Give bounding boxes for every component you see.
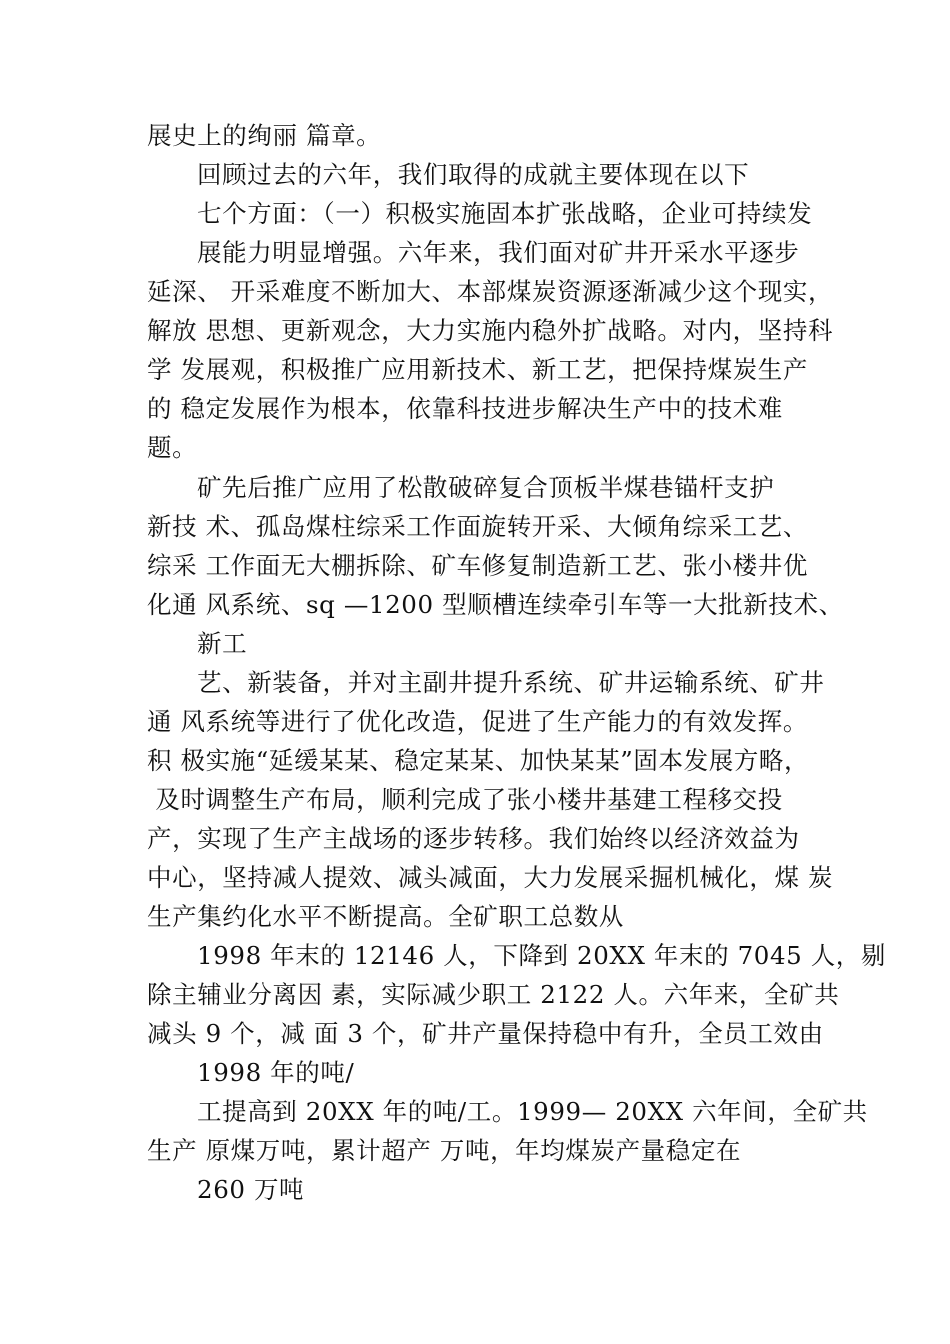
text-line: 除主辅业分离因 素，实际减少职工 2122 人。六年来，全矿共 [147,980,840,1009]
text-line: 减头 9 个，减 面 3 个，矿井产量保持稳中有升，全员工效由 [147,1019,824,1048]
text-line: 260 万吨 [197,1175,305,1204]
text-line: 七个方面：（一）积极实施固本扩张战略，企业可持续发 [197,199,813,228]
text-line: 题。 [147,433,198,462]
text-line: 通 风系统等进行了优化改造，促进了生产能力的有效发挥。 [147,707,808,736]
text-line: 新技 术、孤岛煤柱综采工作面旋转开采、大倾角综采工艺、 [147,512,808,541]
text-line: 生产集约化水平不断提高。全矿职工总数从 [147,902,624,931]
text-line: 的 稳定发展作为根本，依靠科技进步解决生产中的技术难 [147,394,783,423]
text-line: 及时调整生产布局，顺利完成了张小楼井基建工程移交投 [147,785,783,814]
text-line: 艺、新装备，并对主副井提升系统、矿井运输系统、矿井 [197,668,825,697]
text-line: 展史上的绚丽 篇章。 [147,121,382,150]
text-line: 工提高到 20XX 年的吨/工。1999— 20XX 六年间，全矿共 [197,1097,868,1126]
text-line: 积 极实施“延缓某某、稳定某某、加快某某”固本发展方略， [147,746,810,775]
text-line: 回顾过去的六年，我们取得的成就主要体现在以下 [197,160,750,189]
text-line: 中心，坚持减人提效、减头减面，大力发展采掘机械化，煤 炭 [147,863,834,892]
text-line: 产，实现了生产主战场的逐步转移。我们始终以经济效益为 [147,824,800,853]
text-line: 新工 [197,629,248,658]
text-line: 综采 工作面无大棚拆除、矿车修复制造新工艺、张小楼井优 [147,551,808,580]
text-line: 延深、 开采难度不断加大、本部煤炭资源逐渐减少这个现实， [147,277,834,306]
text-line: 1998 年的吨/ [197,1058,355,1087]
text-line: 解放 思想、更新观念，大力实施内稳外扩战略。对内，坚持科 [147,316,834,345]
text-line: 化通 风系统、sq —1200 型顺槽连续牵引车等一大批新技术、 [147,590,844,619]
text-line: 1998 年末的 12146 人，下降到 20XX 年末的 7045 人，剔 [197,941,887,970]
text-line: 展能力明显增强。六年来，我们面对矿井开采水平逐步 [197,238,800,267]
text-line: 生产 原煤万吨，累计超产 万吨，年均煤炭产量稳定在 [147,1136,742,1165]
text-line: 学 发展观，积极推广应用新技术、新工艺，把保持煤炭生产 [147,355,808,384]
text-line: 矿先后推广应用了松散破碎复合顶板半煤巷锚杆支护 [197,473,775,502]
